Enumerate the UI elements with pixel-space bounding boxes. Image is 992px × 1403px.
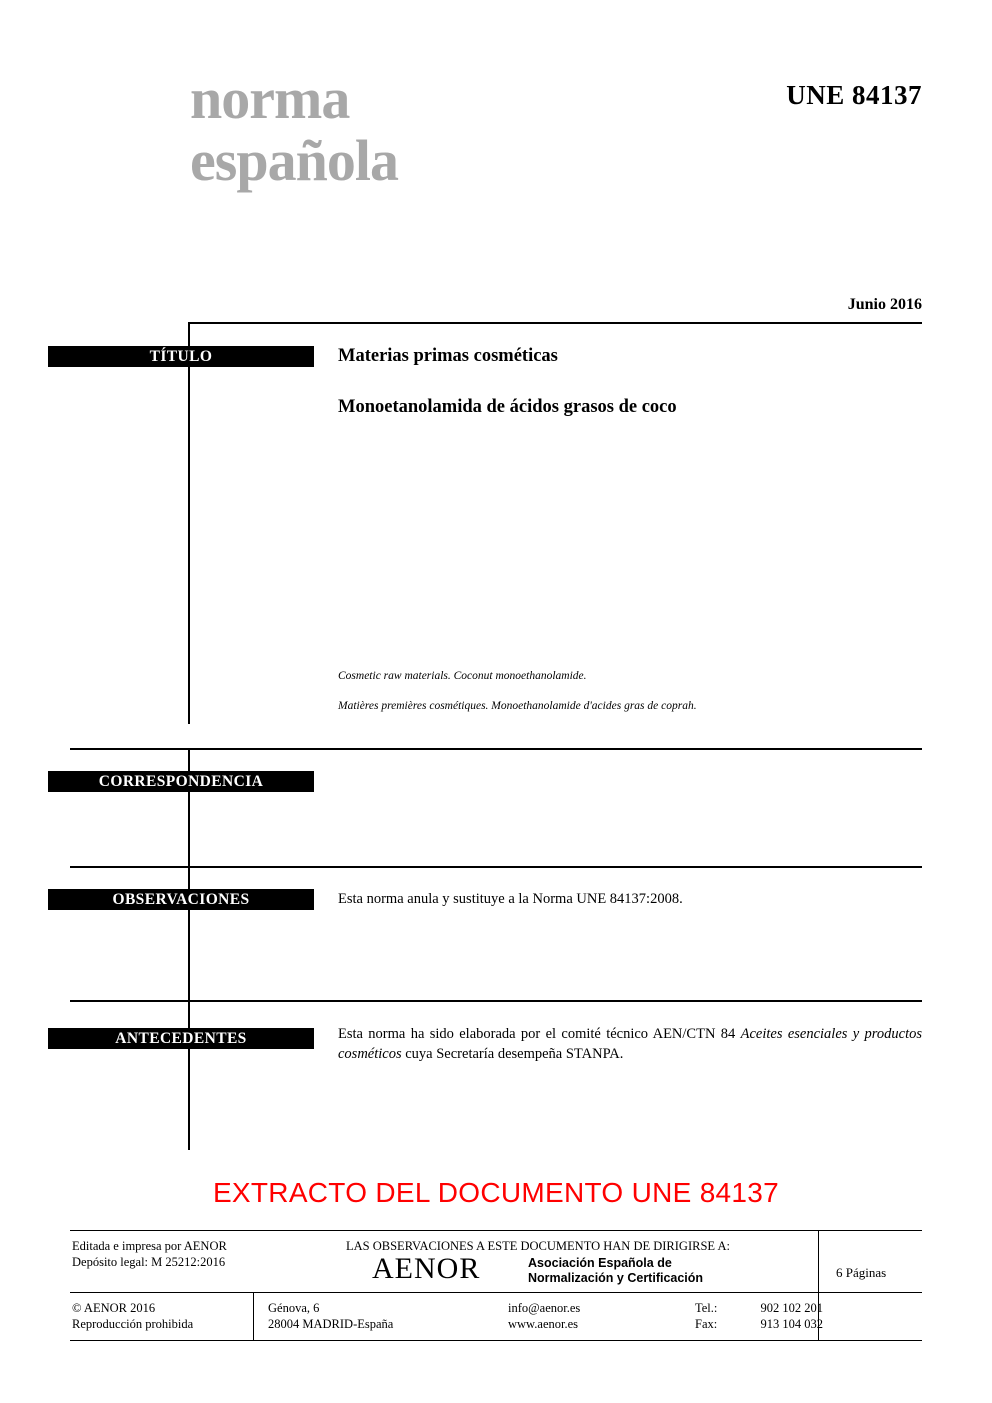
section-tag-correspondencia: CORRESPONDENCIA	[48, 771, 314, 792]
vrule-observaciones	[188, 866, 190, 1000]
vrule-titulo	[188, 322, 190, 724]
rule-top-correspondencia	[70, 748, 922, 750]
footer-rule-mid	[70, 1292, 922, 1293]
issue-date: Junio 2016	[847, 296, 922, 313]
footer-phone-values	[733, 1300, 823, 1332]
section-tag-titulo: TÍTULO	[48, 346, 314, 367]
section-tag-antecedentes: ANTECEDENTES	[48, 1028, 314, 1049]
vrule-antecedentes	[188, 1000, 190, 1150]
rule-top-antecedentes	[70, 1000, 922, 1002]
page-count: 6 Páginas	[836, 1265, 887, 1280]
masthead-line-2: española	[190, 128, 398, 193]
observaciones-text: Esta norma anula y sustituye a la Norma UNE 84137:2008.	[338, 891, 683, 907]
footer-address-line-2: 28004 MADRID-España	[268, 1317, 394, 1331]
footer-copyright	[72, 1300, 252, 1332]
title-english: Cosmetic raw materials. Coconut monoethanolamide.	[338, 670, 587, 682]
footer-address	[268, 1300, 448, 1332]
footer-email[interactable]: info@aenor.es	[508, 1301, 581, 1315]
aenor-tagline-line-1: Asociación Española de	[528, 1256, 672, 1270]
masthead	[190, 68, 750, 192]
footer-contact-web	[508, 1300, 688, 1332]
footer-editor-line-2: Depósito legal: M 25212:2016	[72, 1255, 226, 1269]
section-tag-observaciones: OBSERVACIONES	[48, 889, 314, 910]
aenor-logo-tagline	[528, 1256, 703, 1286]
footer-tel-label: Tel.:	[695, 1301, 718, 1315]
footer-copyright-line-1: © AENOR 2016	[72, 1301, 156, 1315]
rule-top-titulo	[190, 322, 922, 324]
footer-fax-value: 913 104 032	[760, 1317, 823, 1331]
masthead-line-1: norma	[190, 66, 350, 131]
footer-vrule-left	[253, 1292, 254, 1340]
footer-website[interactable]: www.aenor.es	[508, 1317, 579, 1331]
footer-tel-value: 902 102 201	[760, 1301, 823, 1315]
vrule-correspondencia	[188, 748, 190, 866]
footer-copyright-line-2: Reproducción prohibida	[72, 1317, 194, 1331]
footer-editor	[72, 1238, 252, 1270]
title-main-line-1: Materias primas cosméticas	[338, 346, 558, 366]
aenor-logo: AENOR	[372, 1252, 481, 1285]
extract-banner: EXTRACTO DEL DOCUMENTO UNE 84137	[212, 1177, 780, 1208]
standard-number: UNE 84137	[786, 80, 922, 110]
antecedentes-text-part1: Esta norma ha sido elaborada por el comité técnico AEN/CTN 84	[338, 1026, 741, 1042]
footer-rule-bottom	[70, 1340, 922, 1341]
footer-observations-notice: LAS OBSERVACIONES A ESTE DOCUMENTO HAN DE DIRIGIRSE A:	[346, 1239, 730, 1253]
aenor-tagline-line-2: Normalización y Certificación	[528, 1271, 704, 1285]
footer-fax-label: Fax:	[695, 1317, 718, 1331]
antecedentes-text	[338, 1024, 922, 1064]
footer-address-line-1: Génova, 6	[268, 1301, 320, 1315]
rule-top-observaciones	[70, 866, 922, 868]
footer-rule-top	[70, 1230, 922, 1231]
footer-editor-line-1: Editada e impresa por AENOR	[72, 1239, 227, 1253]
title-french: Matières premières cosmétiques. Monoethanolamide d'acides gras de coprah.	[338, 700, 697, 712]
antecedentes-text-italic: Aceites esenciales y productos cosméticos	[338, 1026, 922, 1062]
antecedentes-text-part2: cuya Secretaría desempeña STANPA.	[401, 1046, 624, 1062]
title-main-line-2: Monoetanolamida de ácidos grasos de coco	[338, 397, 677, 417]
